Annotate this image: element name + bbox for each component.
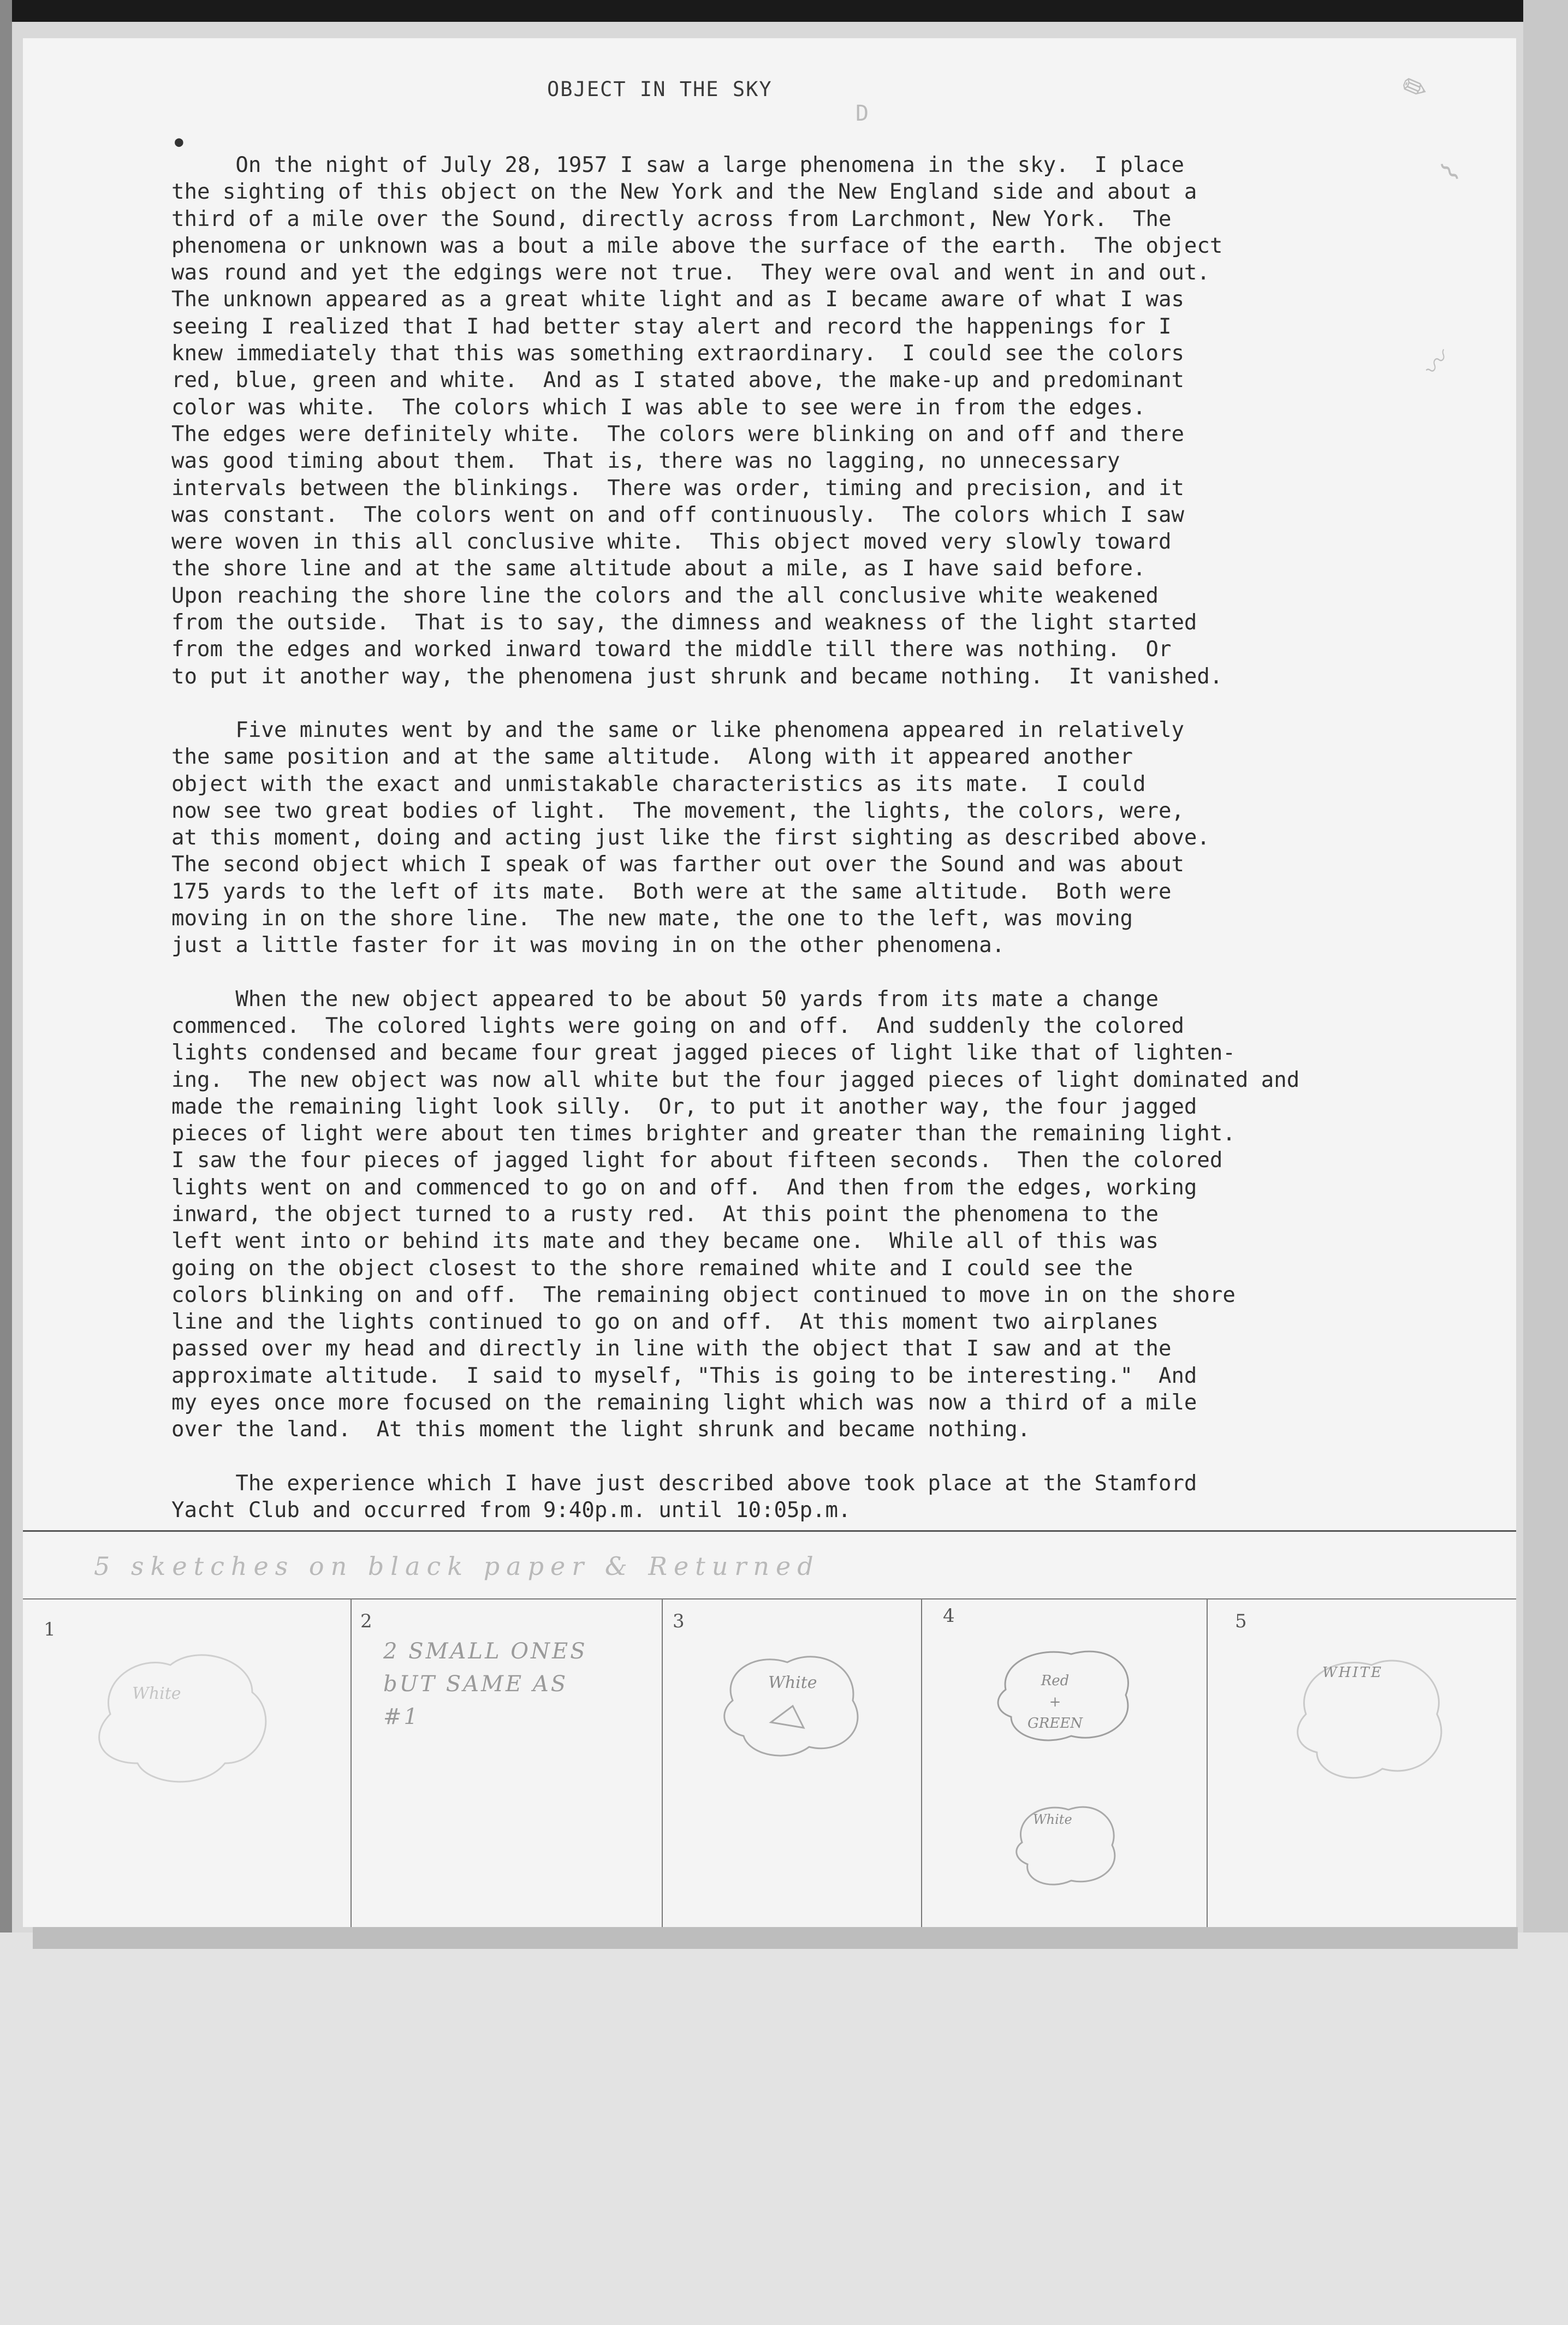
sketch-label: WHITE [1322, 1664, 1383, 1681]
text-line: left went into or behind its mate and they became one. While all of this was [171, 1229, 1159, 1254]
document-page [23, 38, 1516, 1927]
text-line: commenced. The colored lights were going on and off. And suddenly the colored [171, 1013, 1184, 1038]
divider-rule [23, 1530, 1516, 1532]
document-title: OBJECT IN THE SKY [547, 78, 773, 101]
panel-divider [351, 1599, 352, 1927]
paragraph-gap [171, 1443, 1504, 1470]
sketch-cloud-icon [711, 1640, 875, 1766]
text-line: The edges were definitely white. The colors were blinking on and off and there [171, 421, 1184, 447]
text-line: I saw the four pieces of jagged light for about fifteen seconds. Then the colored [171, 1148, 1223, 1173]
text-line: third of a mile over the Sound, directly across from Larchmont, New York. The [171, 206, 1172, 231]
text-line: the shore line and at the same altitude about a mile, as I have said before. [171, 556, 1146, 581]
text-line: seeing I realized that I had better stay alert and record the happenings for I [171, 314, 1172, 339]
text-line: moving in on the shore line. The new mate, the one to the left, was moving [171, 906, 1133, 931]
text-line: ing. The new object was now all white but the four jagged pieces of light dominated and [171, 1067, 1300, 1092]
text-line: my eyes once more focused on the remaining light which was now a third of a mile [171, 1390, 1197, 1416]
body-paragraph [171, 986, 1504, 1443]
sketch-number: 2 [360, 1610, 372, 1632]
text-line: Five minutes went by and the same or like phenomena appeared in relatively [171, 717, 1184, 742]
sketch-cloud-icon [1006, 1793, 1126, 1892]
text-line: color was white. The colors which I was able to see were in from the edges. [171, 395, 1146, 420]
handwritten-note: 5 sketches on black paper & Returned [94, 1551, 820, 1581]
text-line: Upon reaching the shore line the colors and the all conclusive white weakened [171, 583, 1159, 608]
text-line: over the land. At this moment the light shrunk and became nothing. [171, 1417, 1031, 1442]
sketch-cloud-icon [1279, 1638, 1459, 1791]
text-line: just a little faster for it was moving in on the other phenomena. [171, 933, 1005, 958]
text-line: made the remaining light look silly. Or, to put it another way, the four jagged [171, 1094, 1197, 1119]
sketch-number: 5 [1235, 1610, 1247, 1632]
margin-scribble-icon: ✎ [1391, 67, 1434, 114]
text-line: red, blue, green and white. And as I stated above, the make-up and predominant [171, 368, 1184, 393]
text-line: inward, the object turned to a rusty red. At this point the phenomena to the [171, 1202, 1159, 1227]
text-line: The experience which I have just described above took place at the Stamford [171, 1471, 1197, 1496]
text-line: was round and yet the edgings were not true. They were oval and went in and out. [171, 260, 1210, 286]
text-line: to put it another way, the phenomena just shrunk and became nothing. It vanished. [171, 664, 1223, 689]
margin-scribble-icon: ⌇ [1432, 160, 1466, 188]
text-line: colors blinking on and off. The remaining object continued to move in on the shore [171, 1282, 1236, 1307]
text-line: was constant. The colors went on and off continuously. The colors which I saw [171, 502, 1184, 527]
text-line: lights went on and commenced to go on and off. And then from the edges, working [171, 1175, 1197, 1200]
text-line: object with the exact and unmistakable characteristics as its mate. I could [171, 771, 1146, 796]
text-line: pieces of light were about ten times brighter and greater than the remaining light. [171, 1121, 1236, 1146]
text-line: the same position and at the same altitude. Along with it appeared another [171, 745, 1133, 770]
text-line: line and the lights continued to go on and off. At this moment two airplanes [171, 1310, 1159, 1335]
text-line: The second object which I speak of was farther out over the Sound and was about [171, 852, 1184, 877]
panel-divider [1207, 1599, 1208, 1927]
page-shadow [33, 1927, 1518, 1949]
text-line: at this moment, doing and acting just like the first sighting as described above. [171, 825, 1210, 851]
sketch-number: 3 [673, 1610, 685, 1632]
body-paragraph [171, 152, 1504, 690]
body-paragraph [171, 717, 1504, 959]
text-line: now see two great bodies of light. The movement, the lights, the colors, were, [171, 798, 1184, 823]
margin-scribble-icon: 〰 [1415, 344, 1457, 386]
text-line: from the outside. That is to say, the dimness and weakness of the light started [171, 610, 1197, 635]
body-paragraph [171, 1470, 1504, 1524]
paragraph-gap [171, 690, 1504, 717]
text-line: from the edges and worked inward toward the middle till there was nothing. Or [171, 637, 1172, 662]
typed-body [171, 152, 1504, 1524]
text-line: passed over my head and directly in line with the object that I saw and at the [171, 1336, 1172, 1361]
scan-top-border [0, 0, 1568, 22]
sketch-number: 1 [44, 1619, 56, 1640]
text-line: was good timing about them. That is, there was no lagging, no unnecessary [171, 449, 1120, 474]
margin-mark: D [856, 101, 869, 126]
text-line: knew immediately that this was something extraordinary. I could see the colors [171, 341, 1184, 366]
sketch-label: 2 SMALL ONES bUT SAME AS #1 [383, 1639, 587, 1729]
text-line: phenomena or unknown was a bout a mile above the surface of the earth. The object [171, 233, 1223, 258]
text-line: On the night of July 28, 1957 I saw a large phenomena in the sky. I place [171, 153, 1184, 177]
text-line: the sighting of this object on the New York and the New England side and about a [171, 180, 1197, 205]
text-line: were woven in this all conclusive white. This object moved very slowly toward [171, 530, 1172, 555]
sketch-label: White [1033, 1812, 1072, 1827]
text-line: going on the object closest to the shore remained white and I could see the [171, 1256, 1133, 1281]
paragraph-gap [171, 959, 1504, 986]
scan-right-margin [1523, 0, 1568, 1943]
sketch-divider [23, 1598, 1516, 1599]
panel-divider [921, 1599, 922, 1927]
text-line: When the new object appeared to be about 50 yards from its mate a change [171, 986, 1159, 1012]
sketch-label: White [132, 1684, 181, 1703]
text-line: 175 yards to the left of its mate. Both were at the same altitude. Both were [171, 879, 1172, 904]
bullet-mark: ● [175, 134, 183, 150]
text-line: The unknown appeared as a great white light and as I became aware of what I was [171, 287, 1184, 312]
text-line: lights condensed and became four great jagged pieces of light like that of lighten- [171, 1040, 1236, 1066]
sketch-label: Red + GREEN [1027, 1673, 1083, 1732]
text-line: approximate altitude. I said to myself, "This is going to be interesting." And [171, 1363, 1197, 1388]
sketch-number: 4 [943, 1605, 955, 1627]
sketch-cloud-icon [78, 1632, 285, 1796]
text-line: intervals between the blinkings. There was order, timing and precision, and it [171, 475, 1184, 501]
scan-lower-area [0, 1932, 1568, 2325]
sketch-label: White [768, 1673, 817, 1692]
text-line: Yacht Club and occurred from 9:40p.m. until 10:05p.m. [171, 1497, 851, 1523]
panel-divider [662, 1599, 663, 1927]
